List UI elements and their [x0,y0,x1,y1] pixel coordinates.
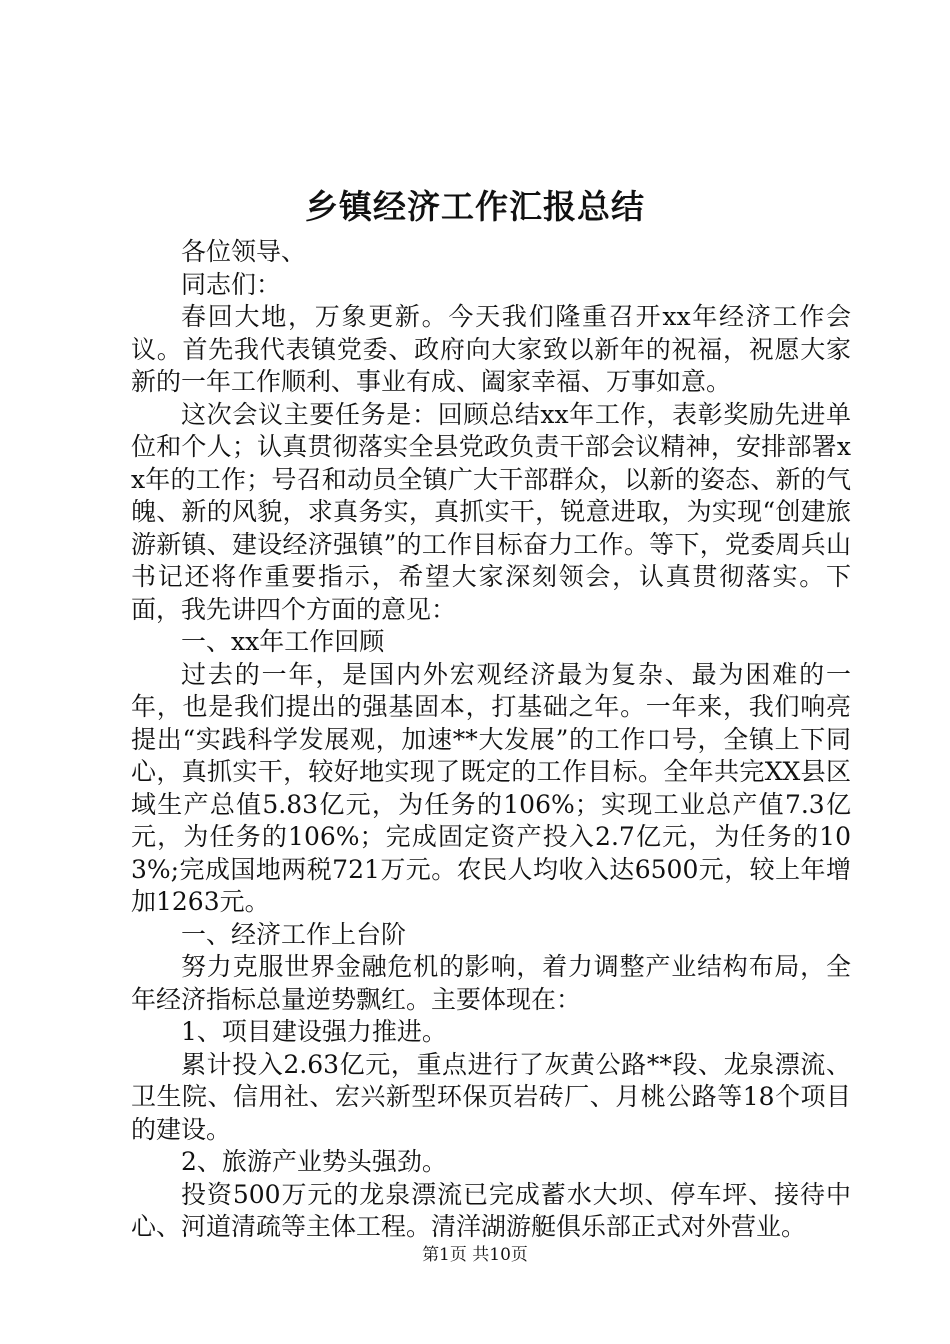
paragraph-opening: 春回大地，万象更新。今天我们隆重召开xx年经济工作会议。首先我代表镇党委、政府向大家致以新年的祝福，祝愿大家新的一年工作顺利、事业有成、阖家幸福、万事如意。 [131,302,851,396]
paragraph-tourism: 投资500万元的龙泉漂流已完成蓄水大坝、停车坪、接待中心、河道清疏等主体工程。清洋湖游艇俱乐部正式对外营业。 [131,1179,851,1241]
section-heading-economy: 一、经济工作上台阶 [181,919,407,949]
section-heading-review: 一、xx年工作回顾 [181,627,385,656]
paragraph-economy: 努力克服世界金融危机的影响，着力调整产业结构布局，全年经济指标总量逆势飘红。主要体现在： [131,952,851,1014]
paragraph-projects: 累计投入2.63亿元，重点进行了灰黄公路**段、龙泉漂流、卫生院、信用社、宏兴新型环保页岩砖厂、月桃公路等18个项目的建设。 [131,1049,851,1144]
paragraph-review: 过去的一年，是国内外宏观经济最为复杂、最为困难的一年，也是我们提出的强基固本，打基础之年。一年来，我们响亮提出“实践科学发展观，加速**大发展”的工作口号，全镇上下同心，真抓实干，较好地实现了既定的工作目标。全年共完XX县区域生产总值5.83亿元，为任务的106%；实现工业总产值7.3亿元，为任务的106%；完成固定资产投入2.7亿元，为任务的103%;完成国地两税721万元。农民人均收入达6500元，较上年增加1263元。 [131,659,851,916]
paragraph-meeting-tasks: 这次会议主要任务是：回顾总结xx年工作，表彰奖励先进单位和个人；认真贯彻落实全县党政负责干部会议精神，安排部署xx年的工作；号召和动员全镇广大干部群众，以新的姿态、新的气魄、新的风貌，求真务实，真抓实干，锐意进取，为实现“创建旅游新镇、建设经济强镇”的工作目标奋力工作。等下，党委周兵山书记还将作重要指示，希望大家深刻领会，认真贯彻落实。下面，我先讲四个方面的意见： [131,399,851,624]
salutation-comrades: 同志们： [181,269,282,299]
page-number: 第1页 共10页 [422,1245,528,1265]
subheading-projects: 1、项目建设强力推进。 [181,1017,447,1046]
document-body [131,236,851,1244]
salutation-leaders: 各位领导、 [181,237,307,266]
subheading-tourism: 2、旅游产业势头强劲。 [181,1147,447,1176]
document-title: 乡镇经济工作汇报总结 [305,187,645,226]
